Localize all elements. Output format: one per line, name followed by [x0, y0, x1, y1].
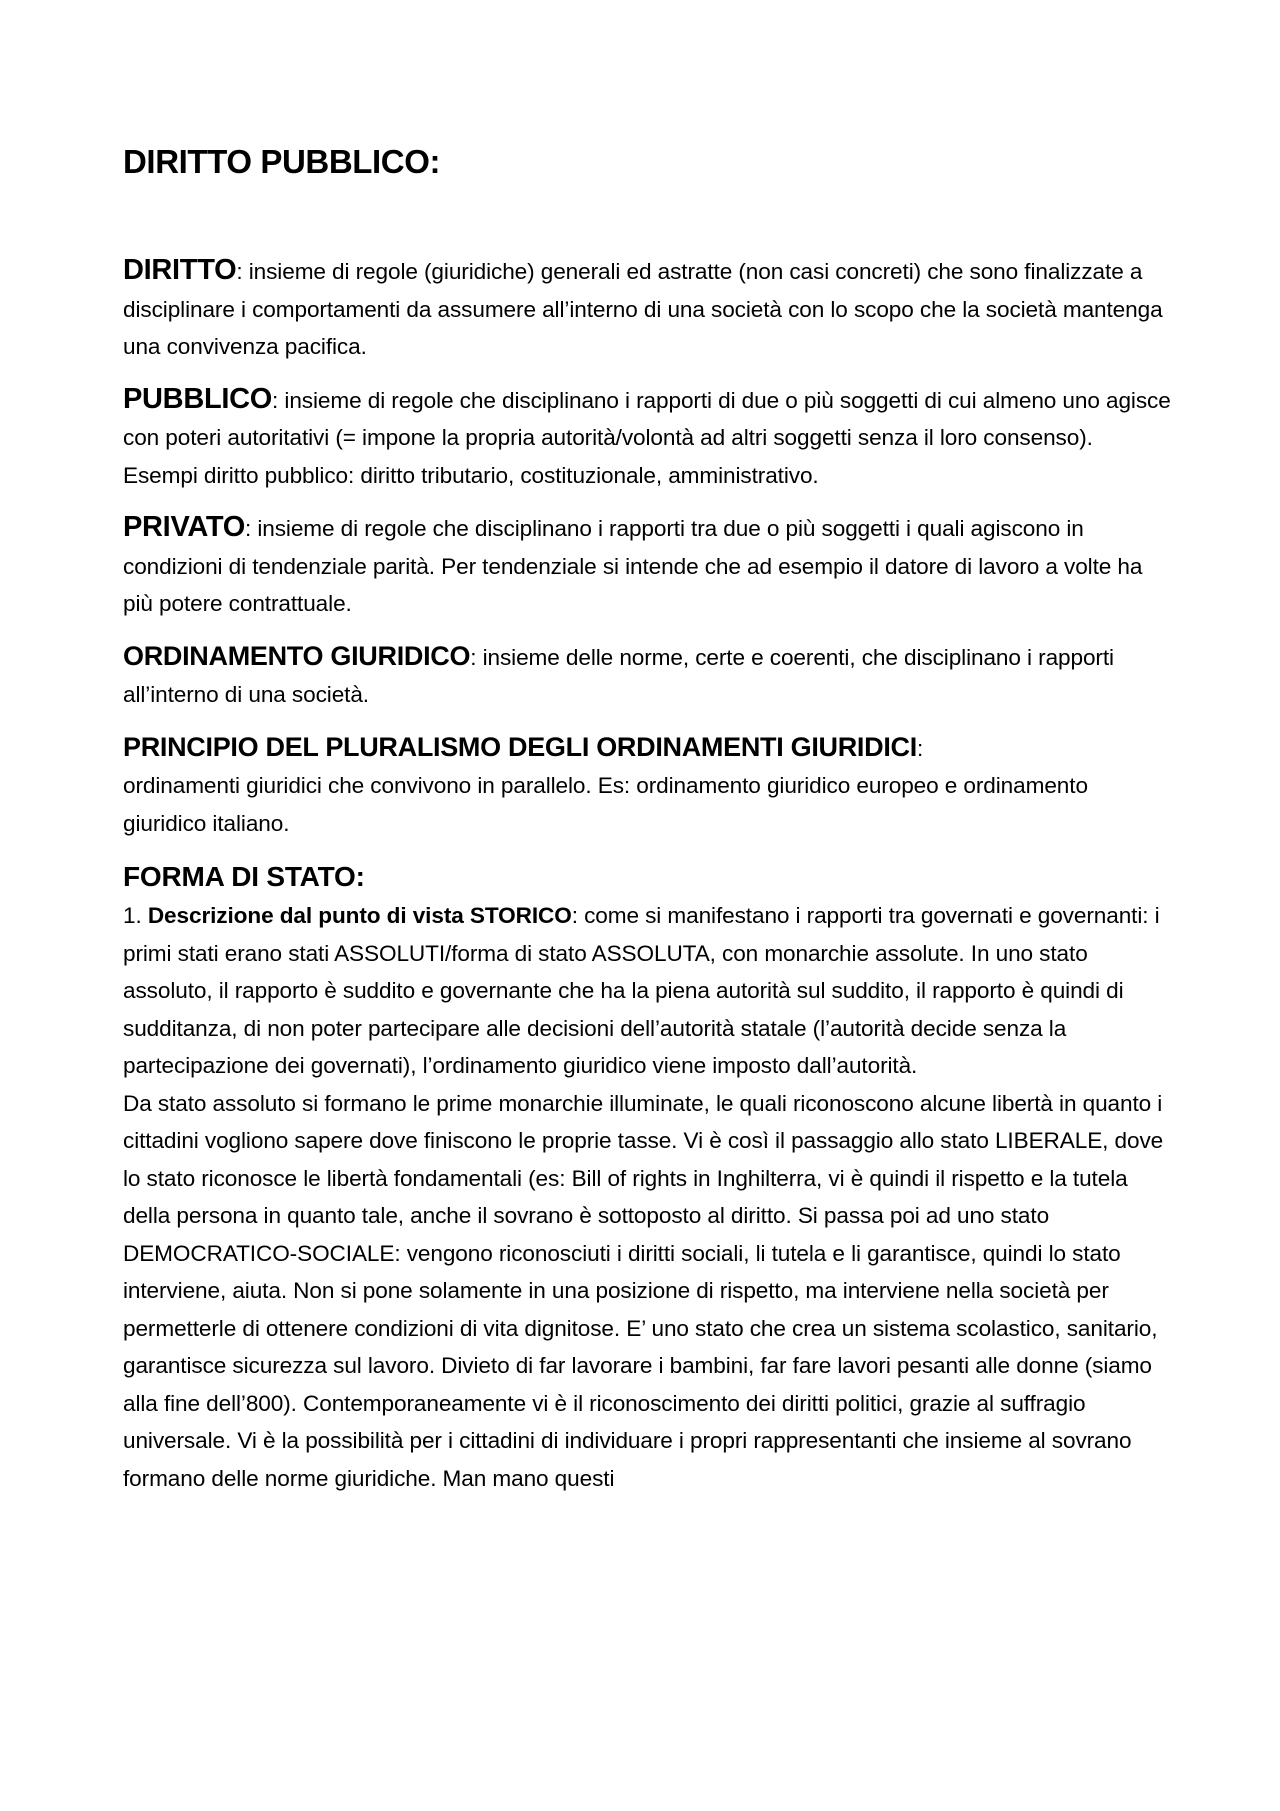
forma-di-stato-body: [123, 897, 1173, 1497]
term-ordinamento: ORDINAMENTO GIURIDICO: [123, 640, 471, 671]
term-diritto: DIRITTO: [123, 254, 237, 286]
section-title-forma-di-stato: FORMA DI STATO:: [123, 861, 365, 892]
term-privato: PRIVATO: [123, 511, 245, 543]
definition-pluralismo: [123, 729, 1173, 843]
definition-privato-text: : insieme di regole che disciplinano i rapporti tra due o più soggetti i quali agiscono in condizioni di tendenziale parità. Per tendenziale si intende che ad esempio il datore di lavoro a volte ha più potere contrattuale.: [123, 516, 1143, 616]
term-pluralismo: PRINCIPIO DEL PLURALISMO DEGLI ORDINAMENTI GIURIDICI: [123, 731, 917, 762]
definition-privato: [123, 509, 1173, 623]
definition-diritto: [123, 252, 1173, 366]
pubblico-examples: Esempi diritto pubblico: diritto tributario, costituzionale, amministrativo.: [123, 462, 819, 488]
definition-pubblico-text: : insieme di regole che disciplinano i rapporti di due o più soggetti di cui almeno uno agisce con poteri autoritativi (= impone la propria autorità/volontà ad altri soggetti senza il loro consenso).: [123, 387, 1171, 450]
page-title: DIRITTO PUBBLICO:: [123, 143, 441, 180]
definition-diritto-text: : insieme di regole (giuridiche) generali ed astratte (non casi concreti) che sono finalizzate a disciplinare i comportamenti da assumere all’interno di una società con lo scopo che la società mantenga una convivenza pacifica.: [123, 259, 1163, 359]
definition-pubblico: [123, 381, 1173, 495]
definition-ordinamento: [123, 638, 1173, 714]
forma-paragraph-2: Da stato assoluto si formano le prime monarchie illuminate, le quali riconoscono alcune libertà in quanto i cittadini vogliono sapere dove finiscono le proprie tasse. Vi è così il passaggio allo stato LIBERALE, dove lo stato riconosce le libertà fondamentali (es: Bill of rights in Inghilterra, vi è quindi il rispetto e la tutela della persona in quanto tale, anche il sovrano è sottoposto al diritto. Si passa poi ad uno stato DEMOCRATICO-SOCIALE: vengono riconosciuti i diritti sociali, li tutela e li garantisce, quindi lo stato interviene, aiuta. Non si pone solamente in una posizione di rispetto, ma interviene nella società per permetterle di ottenere condizioni di vita dignitose. E’ uno stato che crea un sistema scolastico, sanitario, garantisce sicurezza sul lavoro. Divieto di far lavorare i bambini, far fare lavori pesanti alle donne (siamo alla fine dell’800). Contemporaneamente vi è il riconoscimento dei diritti politici, grazie al suffragio universale. Vi è la possibilità per i cittadini di individuare i propri rappresentanti che insieme al sovrano formano delle norme giuridiche. Man mano questi: [123, 1090, 1164, 1491]
definition-ordinamento-text: : insieme delle norme, certe e coerenti, che disciplinano i rapporti all’interno di una società.: [123, 644, 1114, 707]
item-text: : come si manifestano i rapporti tra governati e governanti: i primi stati erano stati ASSOLUTI/forma di stato ASSOLUTA, con monarchie assolute. In uno stato assoluto, il rapporto è suddito e governante che ha la piena autorità sul suddito, il rapporto è quindi di sudditanza, di non poter partecipare alle decisioni dell’autorità statale (l’autorità decide senza la partecipazione dei governati), l’ordinamento giuridico viene imposto dall’autorità.: [123, 903, 1160, 1078]
term-pubblico: PUBBLICO: [123, 382, 273, 415]
term-pluralismo-colon: :: [916, 735, 924, 761]
item-heading: Descrizione dal punto di vista STORICO: [147, 903, 572, 928]
list-number: 1.: [123, 903, 148, 928]
definition-pluralismo-text: ordinamenti giuridici che convivono in parallelo. Es: ordinamento giuridico europeo e ordinamento giuridico italiano.: [123, 773, 1088, 836]
document-page: [123, 140, 1173, 1497]
